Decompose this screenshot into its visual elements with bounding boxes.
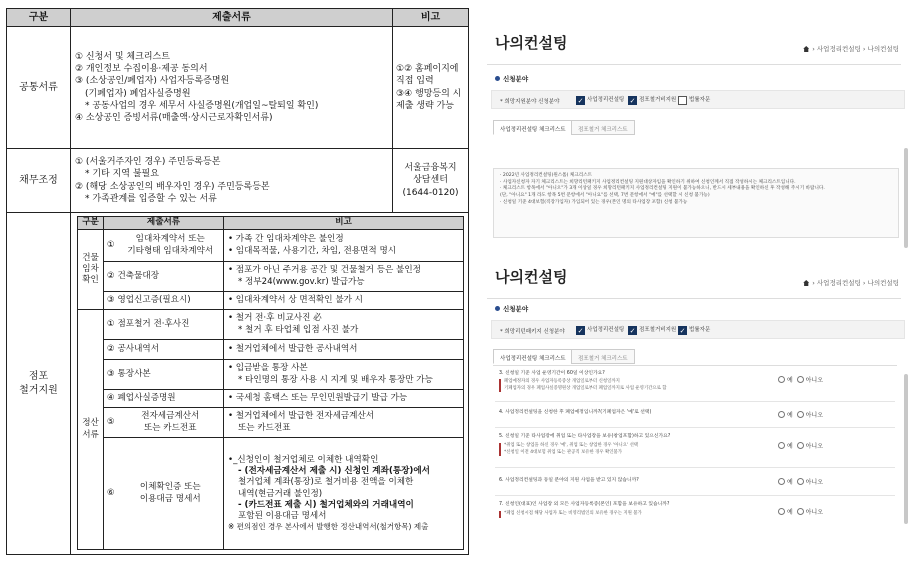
tab-closure-checklist[interactable]: 점포철거 체크리스트 <box>571 349 635 364</box>
radio-no[interactable] <box>797 508 804 515</box>
screen-2 <box>487 256 913 556</box>
closure-cell <box>71 213 469 555</box>
tab-bar <box>493 349 893 364</box>
scrollbar[interactable] <box>904 148 908 248</box>
filter-bar: * 희망리턴패키지 신청분야 ✓ 사업정리컨설팅 ✓ 점포철거비지원 ✓ 법률자문 <box>491 320 905 339</box>
checkbox-consulting[interactable]: ✓ 사업정리컨설팅 <box>577 97 625 105</box>
radio-no[interactable] <box>797 376 804 383</box>
radio-yes[interactable] <box>778 442 785 449</box>
section-title: 신청분야 <box>495 74 528 83</box>
common-items: ① 신청서 및 체크리스트 ② 개인정보 수집이용·제공 동의서 ③ (소상공인/폐업자) 사업자등록증명원 (기폐업자) 폐업사실증명원 * 공동사업의 경우 세무서 사실증명원(개업일~탈퇴일 확인) ④ 소상공인 증빙서류(매출액·상시근로자확인서류) <box>71 27 393 149</box>
answer-radios: 예 아니오 <box>778 442 823 451</box>
common-category: 공통서류 <box>7 27 71 149</box>
answer-radios: 예 아니오 <box>778 508 823 517</box>
radio-yes[interactable] <box>778 478 785 485</box>
home-icon[interactable] <box>803 46 809 52</box>
checkbox-closure[interactable]: ✓ 점포철거비지원 <box>629 327 677 335</box>
question-4: 4. 사업정리컨설팅을 신청한 후 폐업예정입니까?(기폐업자은 '예'로 선택) 예 아니오 <box>495 406 895 428</box>
common-note: ①② 홈페이지에 직접 입력 ③④ 행망등의 시 제출 생략 가능 <box>393 27 469 149</box>
closure-category: 점포 철거지원 <box>7 213 71 555</box>
answer-radios: 예 아니오 <box>778 478 823 487</box>
header-documents: 제출서류 <box>71 9 393 27</box>
section-title: 신청분야 <box>495 304 528 313</box>
question-7: 7. 신청인(대표)인 사업장 외 모든 사업자등록증(본인) 포함을 보유하고 있습니까? *폐업 신청시점 해당 사업자 또는 비영리법인의 보유한 경우는 지원 불가 예 아니오 <box>499 502 824 516</box>
question-3: 3. 신청일 기준 사업 운영기간이 60일 이상인가요? 폐업예정자의 경우 사업자등록증상 개업일로부터 신청일까지 기폐업자의 경우 폐업사실증명원상 개업일로부터 폐업일까지로 사업 운영기간으로 함 예 아니오 <box>495 370 895 402</box>
bullet-icon <box>495 76 500 81</box>
answer-radios: 예 아니오 <box>778 411 823 420</box>
tab-consulting-checklist[interactable]: 사업정리컨설팅 체크리스트 <box>493 120 573 135</box>
document-table <box>6 8 469 556</box>
radio-no[interactable] <box>797 478 804 485</box>
settle-label: 정산 서류 <box>78 310 104 550</box>
question-6: 6. 사업정리컨설팅과 동일 분야의 지원 사업을 받고 있지 않습니까? 예 아니오 <box>495 472 895 496</box>
header-category: 구분 <box>7 9 71 27</box>
radio-no[interactable] <box>797 442 804 449</box>
breadcrumb: › 사업정리컨설팅 › 나의컨설팅 <box>803 278 899 287</box>
checkbox-closure[interactable]: ✓ 점포철거비지원 <box>629 97 677 105</box>
filter-bar: * 희망지원분야 신청분야 ✓ 사업정리컨설팅 ✓ 점포철거비지원 ✓ 법률자문 <box>491 90 905 109</box>
checkbox-legal[interactable]: ✓ 법률자문 <box>679 327 711 335</box>
home-icon[interactable] <box>803 280 809 286</box>
breadcrumb: › 사업정리컨설팅 › 나의컨설팅 <box>803 44 899 53</box>
bullet-icon <box>495 306 500 311</box>
debt-items: ① (서울거주자인 경우) 주민등록등본 * 기타 지역 불필요 ② (해당 소상공인의 배우자인 경우) 주민등록등본 * 가족관계를 입증할 수 있는 서류 <box>71 149 393 213</box>
question-5: 5. 신청일 기준 타사업장에 취업 또는 타사업장을 보유(창업포함)하고 있으신가요? *취업 또는 창업을 하신 경우 '예', 취업 또는 창업한 경우 '아니요' 선택 *신청일 이전 4대보험 취업 또는 관공직 보유한 경우 확인불가 예 아니오 <box>495 432 895 468</box>
radio-no[interactable] <box>797 411 804 418</box>
answer-radios: 예 아니오 <box>778 376 823 385</box>
debt-category: 채무조정 <box>7 149 71 213</box>
checklist-intro: · 2022년 사업정리컨설팅(원스톱) 체크리스트 · 사업자신청자 자기 체크리스트는 희망리턴패키지 사업정리컨설팅 지원대상자임을 확인하기 위하여 신청인께서 직접 작성하시는 체크리스트입니다. · 체크리스트 항목에서 "아니오"가 3개 이상일 경우 희망리턴패키지 사업정리컨설팅 지원이 불가능하오니, 반드시 세부내용을 확인하신 후 작성해 주시기 바랍니다. (단, "아니요" 1개 라도 항목 5번 문항에서 "아니요"를 선택, 7번 문항에서 "예"를 선택할 시 신청 불가능) · 신청일 기준 4대보험(직장가입자) 가입되어 있는 경우(본인 명의 타사업장 포함) 신청 불가능 <box>493 168 899 238</box>
radio-yes[interactable] <box>778 411 785 418</box>
header-note: 비고 <box>393 9 469 27</box>
tab-closure-checklist[interactable]: 점포철거 체크리스트 <box>571 120 635 135</box>
debt-note: 서울금융복지 상담센터 (1644-0120) <box>393 149 469 213</box>
tab-bar <box>493 120 893 135</box>
radio-yes[interactable] <box>778 376 785 383</box>
screen-1 <box>487 8 913 253</box>
checkbox-legal[interactable]: ✓ 법률자문 <box>679 97 711 105</box>
scrollbar[interactable] <box>904 374 908 524</box>
radio-yes[interactable] <box>778 508 785 515</box>
building-label: 건물 임차 확인 <box>78 230 104 310</box>
tab-consulting-checklist[interactable]: 사업정리컨설팅 체크리스트 <box>493 349 573 364</box>
closure-subtable: 구분 제출서류 비고 건물 임차 확인 ① 임대차계약서 또는 기타형태 임대차계약서 • 가족 간 임대차계약은 불인정 • 임대목적물, 사용기간, 차임, 전용면적 명시 ② 건축물대장 • 점포가 아닌 주거용 공간 및 건물철거 등은 불인정 * 정부24(www.gov.kr) 발급가능 ③ 영업신고증(필요시) • 임대차계약서 상 면적확인 불가 시 정산 서류 ① 점포철거 전·후사진 • 철거 전·후 비교사진 必 * 철거 후 타업체 입점 사진 불가 ② 공사내역서 • 철거업체에서 발급한 공사내역서 ③ 통장사본 • 입금받을 통장 사본 * 타인명의 통장 사용 시 지게 및 배우자 통장만 가능 ④ 폐업사실증명원 • 국세청 홈택스 또는 무인민원발급기 발급 가능 ⑤ 전자세금계산서 또는 카드전표 • 철거업체에서 발급한 전자세금계산서 또는 카드전표 ⑥ 이체확인증 또는 이용대금 명세서 •_신청인이 철거업체로 이체한 내역확인 - (전자세금계산서 제출 시) 신청인 계좌(통장)에서 철거업체 계좌(통장)로 철거비용 전액을 이체한 내역(현금거래 불인정) - (카드전표 제출 시) 철거업체와의 거래내역이 포함된 이용대금 명세서 ※ 편의점인 경우 본사에서 발행한 정산내역서(철거항목) 제출 <box>77 216 464 550</box>
divider <box>487 298 901 299</box>
screenshots <box>487 8 913 556</box>
checkbox-consulting[interactable]: ✓ 사업정리컨설팅 <box>577 327 625 335</box>
submission-table <box>6 8 469 555</box>
page-title: 나의컨설팅 <box>495 268 568 286</box>
page-title: 나의컨설팅 <box>495 34 568 52</box>
divider <box>487 64 901 65</box>
